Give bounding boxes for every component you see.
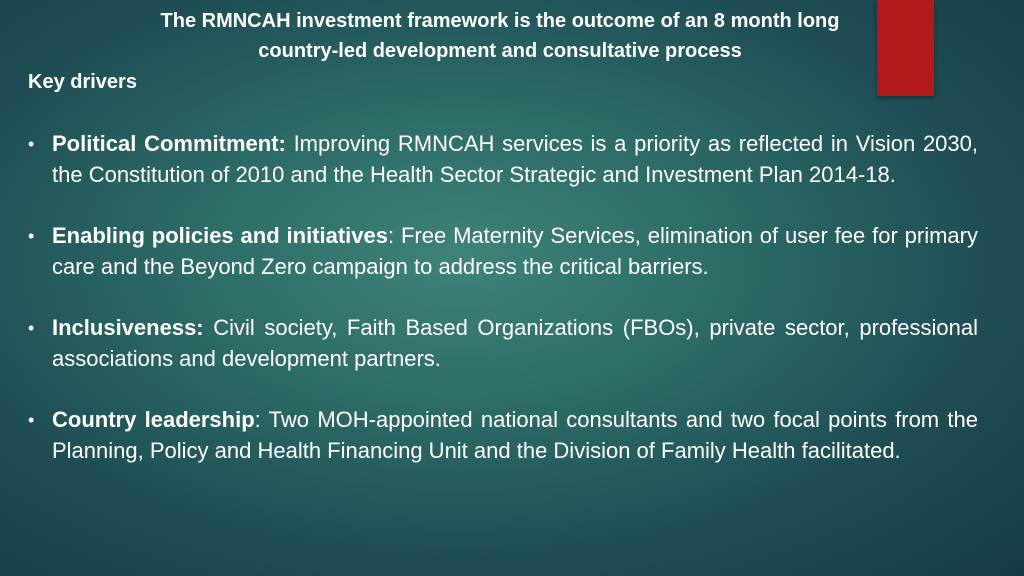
- key-drivers-heading: Key drivers: [28, 71, 137, 93]
- title-line-2: country-led development and consultative process: [258, 40, 742, 62]
- bullet-dot-icon: •: [28, 410, 35, 430]
- bullet-text: Improving RMNCAH services is a priority as reflected in Vision 2030, the Constitution of 2010 and the Health Sector Strategic and Investment Plan 2014-18.: [52, 131, 979, 187]
- bullet-lead: Inclusiveness:: [52, 315, 204, 340]
- key-drivers-list: [28, 129, 978, 497]
- bullet-political-commitment: [28, 129, 978, 190]
- bullet-dot-icon: •: [28, 134, 35, 154]
- bullet-lead: Political Commitment:: [52, 131, 286, 156]
- bullet-dot-icon: •: [28, 318, 35, 338]
- bullet-text: : Two MOH-appointed national consultants and two focal points from the Planning, Policy and Health Financing Unit and the Division of Family Health facilitated.: [52, 407, 979, 463]
- bullet-dot-icon: •: [28, 226, 35, 246]
- title-line-1: The RMNCAH investment framework is the outcome of an 8 month long: [160, 10, 840, 32]
- slide-title: [30, 6, 970, 66]
- bullet-lead: Country leadership: [52, 407, 255, 432]
- bullet-country-leadership: [28, 405, 978, 466]
- bullet-enabling-policies: [28, 221, 978, 282]
- bullet-text: Civil society, Faith Based Organizations (FBOs), private sector, professional associations and development partners.: [52, 315, 978, 371]
- bullet-lead: Enabling policies and initiatives: [52, 223, 388, 248]
- bullet-inclusiveness: [28, 313, 978, 374]
- bullet-text: : Free Maternity Services, elimination of user fee for primary care and the Beyond Zero campaign to address the critical barriers.: [52, 223, 978, 279]
